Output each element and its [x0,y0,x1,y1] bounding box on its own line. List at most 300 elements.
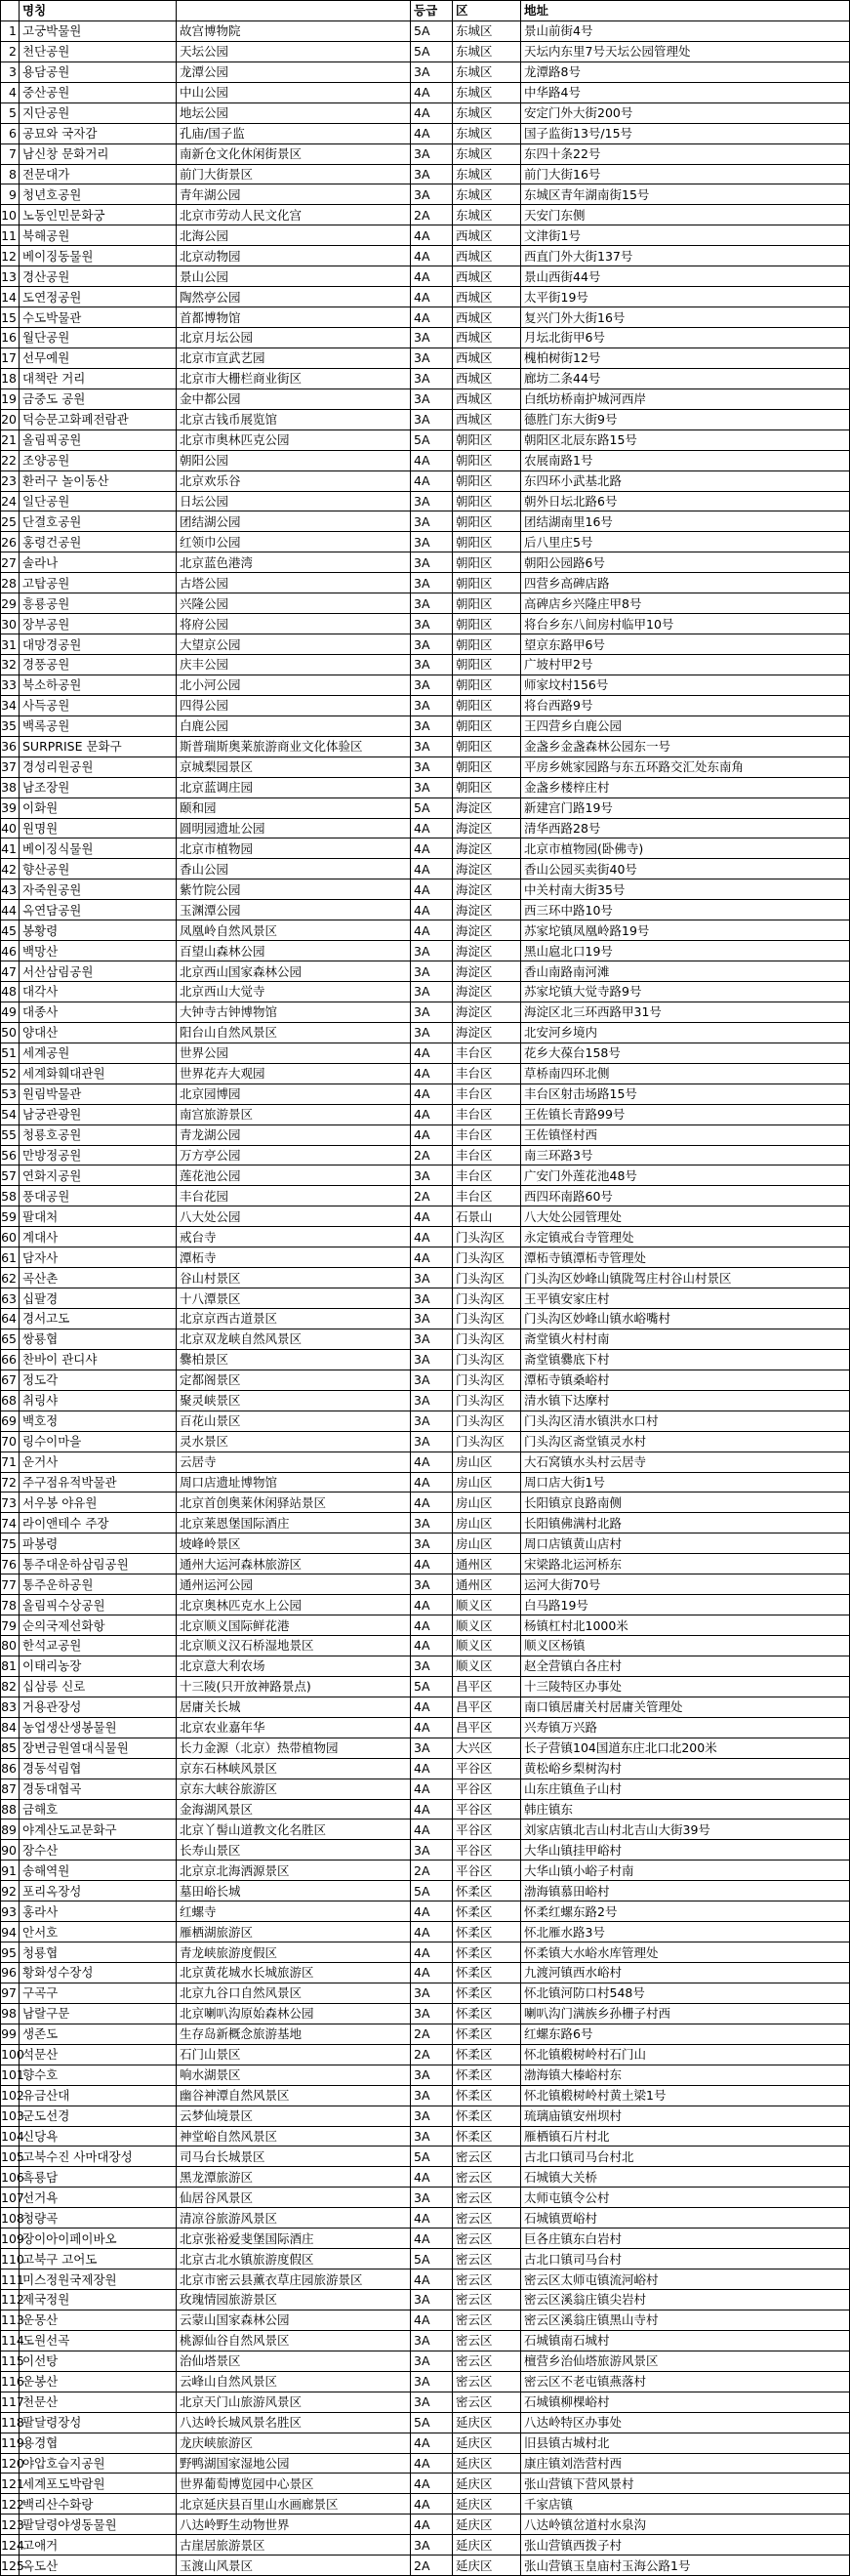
table-row [1,573,850,593]
district-cell: 东城区 [453,41,521,61]
row-number: 21 [1,429,20,450]
address-cell: 渤海镇大榛峪村东 [521,2065,850,2085]
chinese-name: 兴隆公园 [177,593,411,614]
table-row [1,1145,850,1165]
address-cell: 怀北雁水路3号 [521,1922,850,1942]
korean-name: 이선탕 [20,2351,177,2371]
table-row [1,368,850,388]
grade-cell: 5A [411,429,453,450]
chinese-name: 北京双龙峡自然风景区 [177,1329,411,1349]
korean-name: 경서고도 [20,1309,177,1329]
district-cell: 顺义区 [453,1636,521,1656]
district-cell: 房山区 [453,1513,521,1533]
district-cell: 东城区 [453,205,521,225]
grade-cell: 4A [411,2474,453,2494]
row-number: 78 [1,1595,20,1615]
address-cell: 清华西路28号 [521,818,850,838]
korean-name: 군도선경 [20,2106,177,2126]
address-cell: 南三环路3号 [521,1145,850,1165]
chinese-name: 古崖居旅游景区 [177,2535,411,2556]
korean-name: 남조장원 [20,777,177,797]
chinese-name: 北京市大栅栏商业街区 [177,368,411,388]
district-cell: 门头沟区 [453,1268,521,1288]
address-cell: 西直门外大街137号 [521,246,850,266]
korean-name: 야계산도교문화구 [20,1820,177,1840]
korean-name: 청량곡 [20,2208,177,2228]
table-row [1,1390,850,1411]
korean-name: 환러구 놀이동산 [20,470,177,491]
chinese-name: 爨柏景区 [177,1349,411,1370]
district-cell: 房山区 [453,1472,521,1492]
address-cell: 潭柘寺镇桑峪村 [521,1370,850,1390]
district-cell: 东城区 [453,61,521,82]
korean-name: 경산공원 [20,266,177,287]
address-cell: 北京市植物园(卧佛寺) [521,838,850,859]
district-cell: 丰台区 [453,1145,521,1165]
korean-name: 향수호 [20,2065,177,2085]
grade-cell: 3A [411,409,453,429]
korean-name: 쌍룡협 [20,1329,177,1349]
table-body [1,20,850,2575]
chinese-name: 大钟寺古钟博物馆 [177,1002,411,1022]
korean-name: 북해공원 [20,225,177,246]
row-number: 57 [1,1165,20,1186]
district-cell: 朝阳区 [453,736,521,756]
chinese-name: 北京京北海洒源景区 [177,1860,411,1881]
chinese-name: 京东大峡谷旅游区 [177,1779,411,1799]
district-cell: 密云区 [453,2188,521,2208]
address-cell: 文津街1号 [521,225,850,246]
chinese-name: 北京市劳动人民文化宫 [177,205,411,225]
district-cell: 平谷区 [453,1758,521,1779]
row-number: 76 [1,1554,20,1574]
row-number: 52 [1,1063,20,1084]
table-row [1,164,850,184]
grade-cell: 5A [411,2412,453,2433]
address-cell: 张山营镇西拨子村 [521,2535,850,2556]
row-number: 75 [1,1533,20,1554]
row-number: 121 [1,2474,20,2494]
grade-cell: 3A [411,2330,453,2351]
chinese-name: 八达岭长城风景名胜区 [177,2412,411,2433]
address-cell: 怀北镇河防口村548号 [521,1983,850,2003]
grade-cell: 4A [411,1779,453,1799]
row-number: 105 [1,2147,20,2167]
grade-cell: 4A [411,838,453,859]
address-cell: 斋堂镇火村村南 [521,1329,850,1349]
table-row [1,1656,850,1676]
address-cell: 农展南路1号 [521,450,850,470]
address-cell: 石城镇大关桥 [521,2167,850,2188]
grade-cell: 3A [411,573,453,593]
address-cell: 八达岭特区办事处 [521,2412,850,2433]
address-cell: 永定镇戒台寺管理处 [521,1227,850,1247]
chinese-name: 通州运河公园 [177,1574,411,1595]
address-cell: 四营乡高碑店路 [521,573,850,593]
table-row [1,1206,850,1227]
korean-name: 원명원 [20,818,177,838]
district-cell: 海淀区 [453,838,521,859]
chinese-name: 北京西山大觉寺 [177,982,411,1002]
district-cell: 密云区 [453,2269,521,2290]
row-number: 115 [1,2351,20,2371]
korean-name: 봉황령 [20,920,177,941]
district-cell: 朝阳区 [453,614,521,634]
table-row [1,2330,850,2351]
grade-cell: 4A [411,1595,453,1615]
grade-cell: 4A [411,123,453,143]
district-cell: 怀柔区 [453,1963,521,1983]
korean-name: 경동석림협 [20,1758,177,1779]
grade-cell: 3A [411,1165,453,1186]
korean-name: 선무예원 [20,348,177,368]
address-cell: 门头沟区妙峰山镇陇驾庄村谷山村景区 [521,1268,850,1288]
grade-cell: 4A [411,450,453,470]
grade-cell: 4A [411,1247,453,1268]
district-cell: 东城区 [453,20,521,41]
address-cell: 西三环中路10号 [521,900,850,920]
korean-name: 고북구 고어도 [20,2249,177,2269]
row-number: 28 [1,573,20,593]
chinese-name: 世界花卉大观园 [177,1063,411,1084]
table-row [1,1063,850,1084]
address-cell: 香山公园买卖街40号 [521,859,850,879]
grade-cell: 3A [411,1268,453,1288]
grade-cell: 3A [411,164,453,184]
address-cell: 清水镇下达摩村 [521,1390,850,1411]
table-row [1,1983,850,2003]
address-cell: 王佐镇长青路99号 [521,1104,850,1124]
row-number: 67 [1,1370,20,1390]
chinese-name: 北京顺义汉石桥湿地景区 [177,1636,411,1656]
chinese-name: 阳台山自然风景区 [177,1022,411,1043]
district-cell: 海淀区 [453,941,521,961]
korean-name: 용담공원 [20,61,177,82]
grade-cell: 4A [411,1922,453,1942]
table-row [1,2044,850,2065]
grade-cell: 3A [411,777,453,797]
chinese-name: 北京奥林匹克水上公园 [177,1595,411,1615]
row-number: 104 [1,2126,20,2147]
address-cell: 长子营镇104国道东庄北口北200米 [521,1738,850,1758]
grade-cell: 3A [411,736,453,756]
grade-cell: 4A [411,2515,453,2535]
chinese-name: 北京黄花城水长城旅游区 [177,1963,411,1983]
district-cell: 西城区 [453,388,521,409]
address-cell: 东四环小武基北路 [521,470,850,491]
table-row [1,2085,850,2106]
district-cell: 门头沟区 [453,1411,521,1431]
korean-name: 석문산 [20,2044,177,2065]
address-cell: 张山营镇玉皇庙村玉海公路1号 [521,2556,850,2576]
table-row [1,655,850,675]
korean-name: 운거사 [20,1452,177,1472]
korean-name: 거용관장성 [20,1697,177,1717]
row-number: 17 [1,348,20,368]
district-cell: 门头沟区 [453,1349,521,1370]
address-cell: 黄松峪乡梨树沟村 [521,1758,850,1779]
korean-name: 천문산 [20,2392,177,2412]
address-cell: 杨镇杠村北1000米 [521,1615,850,1636]
chinese-name: 北京蓝色港湾 [177,552,411,573]
address-cell: 龙潭路8号 [521,61,850,82]
grade-cell: 3A [411,675,453,695]
table-row [1,1717,850,1738]
district-cell: 门头沟区 [453,1390,521,1411]
grade-cell: 4A [411,287,453,307]
grade-cell: 3A [411,348,453,368]
address-cell: 中关村南大街35号 [521,879,850,900]
row-number: 5 [1,102,20,123]
grade-cell: 4A [411,920,453,941]
grade-cell: 3A [411,2106,453,2126]
address-cell: 石城镇贾峪村 [521,2208,850,2228]
address-cell: 张山营镇下营风景村 [521,2474,850,2494]
district-cell: 密云区 [453,2228,521,2249]
row-number: 26 [1,532,20,552]
district-cell: 门头沟区 [453,1247,521,1268]
table-row [1,205,850,225]
korean-name: 베이징동물원 [20,246,177,266]
table-row [1,61,850,82]
korean-name: 안서호 [20,1922,177,1942]
grade-cell: 3A [411,2392,453,2412]
row-number: 32 [1,655,20,675]
chinese-name: 将府公园 [177,614,411,634]
table-row [1,1411,850,1431]
row-number: 79 [1,1615,20,1636]
district-cell: 朝阳区 [453,655,521,675]
korean-name: 솔라나 [20,552,177,573]
district-cell: 朝阳区 [453,675,521,695]
row-number: 59 [1,1206,20,1227]
korean-name: 주구점유적박물관 [20,1472,177,1492]
table-row [1,1002,850,1022]
address-cell: 朝阳公园路6号 [521,552,850,573]
row-number: 77 [1,1574,20,1595]
district-cell: 朝阳区 [453,532,521,552]
address-cell: 长阳镇佛满村北路 [521,1513,850,1533]
chinese-name: 四得公园 [177,695,411,716]
address-cell: 九渡河镇西水峪村 [521,1963,850,1983]
row-number: 117 [1,2392,20,2412]
korean-name: 농업생산생봉물원 [20,1717,177,1738]
grade-cell: 2A [411,2024,453,2044]
korean-name: 금해호 [20,1799,177,1820]
district-cell: 朝阳区 [453,429,521,450]
address-cell: 雁栖镇石片村北 [521,2126,850,2147]
korean-name: 용경협 [20,2433,177,2453]
address-cell: 巨各庄镇东白岩村 [521,2228,850,2249]
grade-cell: 3A [411,1002,453,1022]
grade-cell: 5A [411,1881,453,1901]
chinese-name: 北京延庆县百里山水画廊景区 [177,2494,411,2515]
table-row [1,1881,850,1901]
korean-name: 라이앤테수 주장 [20,1513,177,1533]
grade-cell: 4A [411,900,453,920]
row-number: 41 [1,838,20,859]
address-cell: 石城镇柳棵峪村 [521,2392,850,2412]
district-cell: 延庆区 [453,2556,521,2576]
grade-cell: 3A [411,491,453,511]
table-row [1,736,850,756]
grade-cell: 3A [411,532,453,552]
row-number: 93 [1,1901,20,1922]
address-cell: 金盏乡楼梓庄村 [521,777,850,797]
chinese-name: 中山公园 [177,82,411,102]
grade-cell: 3A [411,1656,453,1676]
korean-name: 운몽산 [20,2310,177,2330]
row-number: 102 [1,2085,20,2106]
grade-cell: 5A [411,20,453,41]
row-number: 20 [1,409,20,429]
row-number: 18 [1,368,20,388]
chinese-name: 龙潭公园 [177,61,411,82]
chinese-name: 长力金源（北京）热带植物园 [177,1738,411,1758]
grade-cell: 4A [411,1717,453,1738]
row-number: 15 [1,307,20,328]
grade-cell: 4A [411,1206,453,1227]
korean-name: 백망산 [20,941,177,961]
grade-cell: 3A [411,552,453,573]
chinese-name: 北京喇叭沟原始森林公园 [177,2003,411,2024]
table-row [1,1124,850,1145]
address-cell: 运河大街70号 [521,1574,850,1595]
address-cell: 将台乡东八间房村临甲10号 [521,614,850,634]
address-cell: 东四十条22号 [521,143,850,164]
address-cell: 王佐镇怪村西 [521,1124,850,1145]
grade-cell: 5A [411,41,453,61]
chinese-name: 灵水景区 [177,1431,411,1452]
korean-name: 만방정공원 [20,1145,177,1165]
row-number: 118 [1,2412,20,2433]
row-number: 124 [1,2535,20,2556]
korean-name: 서우봉 야유원 [20,1492,177,1513]
grade-cell: 4A [411,307,453,328]
address-cell: 广安门外莲花池48号 [521,1165,850,1186]
chinese-name: 青龙湖公园 [177,1124,411,1145]
chinese-name: 八达岭野生动物世界 [177,2515,411,2535]
chinese-name: 前门大街景区 [177,164,411,184]
header-grade: 등급 [411,1,453,21]
district-cell: 平谷区 [453,1840,521,1860]
chinese-name: 颐和园 [177,797,411,818]
district-cell: 朝阳区 [453,756,521,777]
korean-name: 경풍공원 [20,655,177,675]
address-cell: 团结湖南里16号 [521,511,850,532]
district-cell: 延庆区 [453,2515,521,2535]
grade-cell: 4A [411,225,453,246]
row-number: 37 [1,756,20,777]
korean-name: 백리산수화랑 [20,2494,177,2515]
district-cell: 西城区 [453,246,521,266]
korean-name: 야압호습지공원 [20,2453,177,2474]
address-cell: 大华山镇小峪子村南 [521,1860,850,1881]
address-cell: 顺义区杨镇 [521,1636,850,1656]
table-row [1,1227,850,1247]
district-cell: 延庆区 [453,2535,521,2556]
grade-cell: 4A [411,1758,453,1779]
grade-cell: 3A [411,593,453,614]
grade-cell: 4A [411,1615,453,1636]
address-cell: 密云区不老屯镇燕落村 [521,2371,850,2392]
table-row [1,287,850,307]
grade-cell: 4A [411,1636,453,1656]
row-number: 85 [1,1738,20,1758]
row-number: 62 [1,1268,20,1288]
table-row [1,1452,850,1472]
row-number: 68 [1,1390,20,1411]
district-cell: 丰台区 [453,1063,521,1084]
row-number: 38 [1,777,20,797]
address-cell: 石城镇南石城村 [521,2330,850,2351]
table-row [1,1288,850,1309]
chinese-name: 百花山景区 [177,1411,411,1431]
table-row [1,1574,850,1595]
grade-cell: 2A [411,2044,453,2065]
table-row [1,1431,850,1452]
table-row [1,2351,850,2371]
district-cell: 海淀区 [453,859,521,879]
address-cell: 八大处公园管理处 [521,1206,850,1227]
table-row [1,388,850,409]
district-cell: 怀柔区 [453,1983,521,2003]
korean-name: SURPRISE 문화구 [20,736,177,756]
address-cell: 兴寿镇万兴路 [521,1717,850,1738]
grade-cell: 3A [411,2003,453,2024]
address-cell: 苏家坨镇凤凰岭路19号 [521,920,850,941]
address-cell: 渤海镇慕田峪村 [521,1881,850,1901]
chinese-name: 云居寺 [177,1452,411,1472]
row-number: 3 [1,61,20,82]
district-cell: 怀柔区 [453,2065,521,2085]
grade-cell: 4A [411,818,453,838]
row-number: 22 [1,450,20,470]
table-row [1,859,850,879]
chinese-name: 清凉谷旅游风景区 [177,2208,411,2228]
row-number: 70 [1,1431,20,1452]
korean-name: 고애거 [20,2535,177,2556]
table-row [1,920,850,941]
address-cell: 中华路4号 [521,82,850,102]
table-row [1,2126,850,2147]
grade-cell: 4A [411,1697,453,1717]
district-cell: 怀柔区 [453,1901,521,1922]
grade-cell: 4A [411,1452,453,1472]
grade-cell: 4A [411,1554,453,1574]
district-cell: 怀柔区 [453,1942,521,1963]
address-cell: 怀柔镇大水峪水库管理处 [521,1942,850,1963]
table-row [1,961,850,982]
table-row [1,1697,850,1717]
row-number: 81 [1,1656,20,1676]
row-number: 6 [1,123,20,143]
district-cell: 密云区 [453,2147,521,2167]
chinese-name: 北京九谷口自然风景区 [177,1983,411,2003]
chinese-name: 云蒙山国家森林公园 [177,2310,411,2330]
chinese-name: 北京市奥林匹克公园 [177,429,411,450]
header-address: 地址 [521,1,850,21]
address-cell: 赵全营镇白各庄村 [521,1656,850,1676]
table-row [1,1615,850,1636]
grade-cell: 4A [411,470,453,491]
row-number: 4 [1,82,20,102]
row-number: 46 [1,941,20,961]
address-cell: 国子监街13号/15号 [521,123,850,143]
chinese-name: 通州大运河森林旅游区 [177,1554,411,1574]
row-number: 23 [1,470,20,491]
district-cell: 顺义区 [453,1656,521,1676]
